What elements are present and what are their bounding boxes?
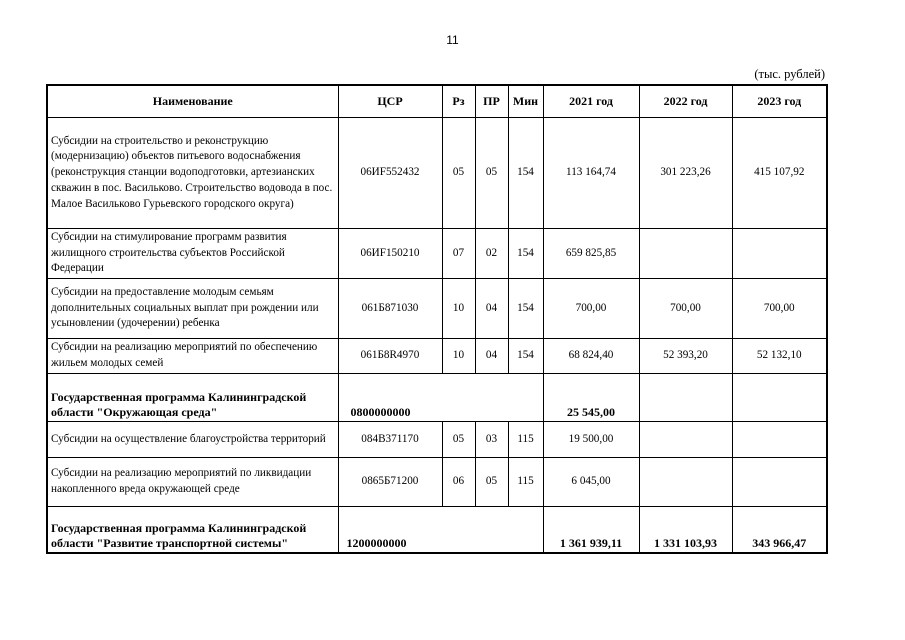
row-rz: 05 [442, 118, 475, 229]
row-csr: 061Б8R4970 [338, 339, 442, 374]
row-min: 154 [508, 279, 543, 339]
row-pr: 02 [475, 229, 508, 279]
program-2023 [732, 374, 827, 422]
row-pr: 03 [475, 422, 508, 458]
row-pr: 04 [475, 339, 508, 374]
row-min: 154 [508, 229, 543, 279]
row-2022: 52 393,20 [639, 339, 732, 374]
row-rz: 05 [442, 422, 475, 458]
row-rz: 06 [442, 458, 475, 507]
row-2022: 301 223,26 [639, 118, 732, 229]
row-name: Субсидии на осуществление благоустройства территорий [47, 422, 338, 458]
row-2023 [732, 458, 827, 507]
row-2022 [639, 458, 732, 507]
row-min: 115 [508, 422, 543, 458]
row-min: 115 [508, 458, 543, 507]
header-csr: ЦСР [338, 85, 442, 118]
header-name: Наименование [47, 85, 338, 118]
table-row [47, 279, 827, 339]
row-2023: 700,00 [732, 279, 827, 339]
table-row [47, 339, 827, 374]
program-name: Государственная программа Калининградской области "Развитие транспортной системы" [47, 507, 338, 553]
header-2023: 2023 год [732, 85, 827, 118]
row-pr: 05 [475, 458, 508, 507]
row-csr: 084В371170 [338, 422, 442, 458]
program-2022: 1 331 103,93 [639, 507, 732, 553]
page-number: 11 [446, 33, 459, 47]
row-name: Субсидии на стимулирование программ развития жилищного строительства субъектов Российской Федерации [47, 229, 338, 279]
units-label: (тыс. рублей) [754, 67, 825, 81]
program-2021: 1 361 939,11 [543, 507, 639, 553]
row-2021: 6 045,00 [543, 458, 639, 507]
row-csr: 0865Б71200 [338, 458, 442, 507]
row-name: Субсидии на реализацию мероприятий по обеспечению жильем молодых семей [47, 339, 338, 374]
row-csr: 061Б871030 [338, 279, 442, 339]
header-pr: ПР [475, 85, 508, 118]
header-min: Мин [508, 85, 543, 118]
row-pr: 05 [475, 118, 508, 229]
row-csr: 06ИF552432 [338, 118, 442, 229]
row-2021: 19 500,00 [543, 422, 639, 458]
row-2023: 52 132,10 [732, 339, 827, 374]
table-row [47, 422, 827, 458]
program-name: Государственная программа Калининградской области "Окружающая среда" [47, 374, 338, 422]
program-row [47, 507, 827, 553]
row-2023 [732, 422, 827, 458]
table-header-row [47, 85, 827, 118]
table-row [47, 118, 827, 229]
program-2021: 25 545,00 [543, 374, 639, 422]
row-name: Субсидии на реализацию мероприятий по ликвидации накопленного вреда окружающей среде [47, 458, 338, 507]
row-2022 [639, 229, 732, 279]
row-2021: 659 825,85 [543, 229, 639, 279]
row-min: 154 [508, 118, 543, 229]
table-row [47, 229, 827, 279]
header-rz: Рз [442, 85, 475, 118]
row-2021: 68 824,40 [543, 339, 639, 374]
row-2022: 700,00 [639, 279, 732, 339]
row-2021: 700,00 [543, 279, 639, 339]
row-name: Субсидии на строительство и реконструкцию (модернизацию) объектов питьевого водоснабжения (реконструкция станции водоподготовки, артезианских скважин в пос. Васильково. Строительство водовода в пос. Малое Васильково Гурьевского городского округа) [47, 118, 338, 229]
row-csr: 06ИF150210 [338, 229, 442, 279]
row-2023 [732, 229, 827, 279]
row-pr: 04 [475, 279, 508, 339]
table-row [47, 458, 827, 507]
program-csr: 1200000000 [338, 507, 543, 553]
row-2022 [639, 422, 732, 458]
program-2022 [639, 374, 732, 422]
header-2021: 2021 год [543, 85, 639, 118]
row-rz: 07 [442, 229, 475, 279]
program-csr: 0800000000 [338, 374, 543, 422]
program-2023: 343 966,47 [732, 507, 827, 553]
header-2022: 2022 год [639, 85, 732, 118]
budget-table [46, 84, 828, 554]
row-2023: 415 107,92 [732, 118, 827, 229]
row-min: 154 [508, 339, 543, 374]
row-rz: 10 [442, 339, 475, 374]
program-row [47, 374, 827, 422]
row-rz: 10 [442, 279, 475, 339]
row-2021: 113 164,74 [543, 118, 639, 229]
row-name: Субсидии на предоставление молодым семьям дополнительных социальных выплат при рождении или усыновлении (удочерении) ребенка [47, 279, 338, 339]
